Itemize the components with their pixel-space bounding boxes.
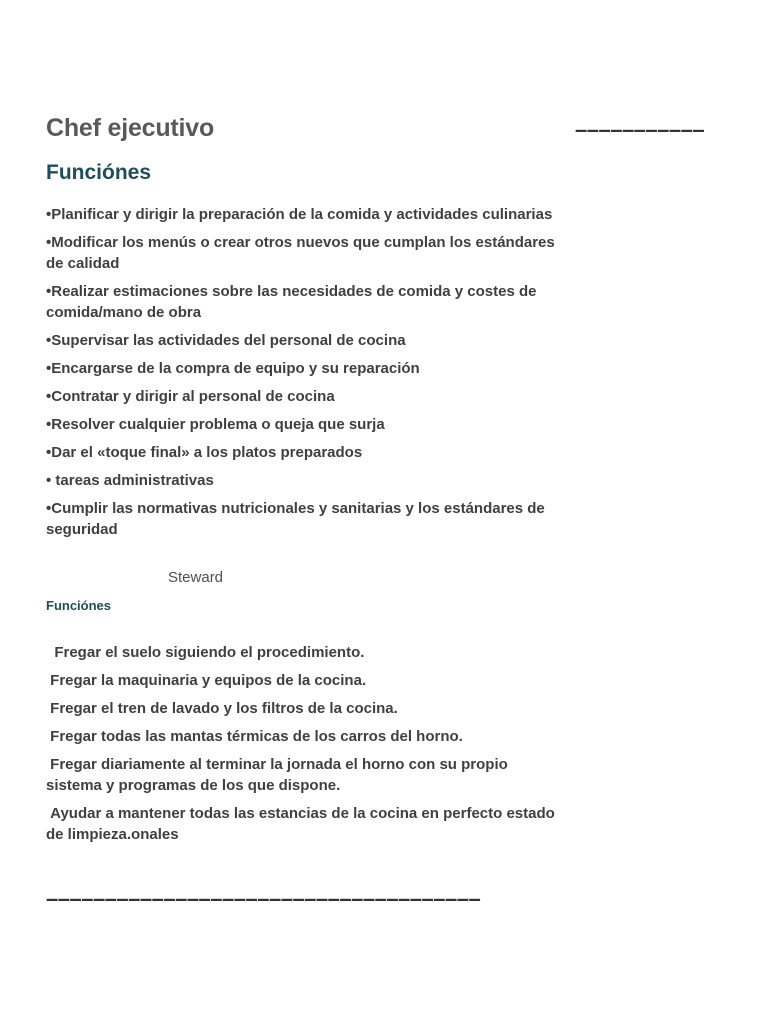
page-title: Chef ejecutivo (46, 114, 215, 142)
steward-label: Steward (168, 569, 224, 586)
steward-tasks-list (46, 642, 561, 852)
task-item: Fregar todas las mantas térmicas de los carros del horno. (46, 728, 463, 745)
task-item: Fregar el tren de lavado y los filtros de la cocina. (46, 700, 398, 717)
task-item: Ayudar a mantener todas las estancias de la cocina en perfecto estado de limpieza.onales (46, 805, 559, 843)
duty-item: •Cumplir las normativas nutricionales y sanitarias y los estándares de seguridad (46, 500, 545, 538)
duty-item: •Encargarse de la compra de equipo y su reparación (46, 360, 420, 377)
section-heading-funciones: Funciónes (46, 161, 152, 184)
task-item: Fregar diariamente al terminar la jornada el horno con su propio sistema y programas de los que dispone. (46, 756, 512, 794)
duty-item: •Realizar estimaciones sobre las necesidades de comida y costes de comida/mano de obra (46, 283, 537, 321)
duty-item: •Resolver cualquier problema o queja que surja (46, 416, 385, 433)
task-item: Fregar el suelo siguiendo el procedimiento. (46, 644, 365, 661)
duty-item: • tareas administrativas (46, 472, 214, 489)
sub-heading-funciones: Funciónes (46, 598, 112, 613)
duty-item: •Contratar y dirigir al personal de cocina (46, 388, 335, 405)
duty-item: •Modificar los menús o crear otros nuevos que cumplan los estándares de calidad (46, 234, 555, 272)
duty-item: •Dar el «toque final» a los platos preparados (46, 444, 363, 461)
task-item: Fregar la maquinaria y equipos de la cocina. (46, 672, 367, 689)
duty-item: •Planificar y dirigir la preparación de la comida y actividades culinarias (46, 206, 553, 223)
chef-duties-list (46, 204, 561, 547)
title-rule-line: ––––––––––– (575, 117, 705, 142)
duty-item: •Supervisar las actividades del personal de cocina (46, 332, 406, 349)
bottom-rule-line: ––––––––––––––––––––––––––––––––––––– (46, 886, 481, 911)
